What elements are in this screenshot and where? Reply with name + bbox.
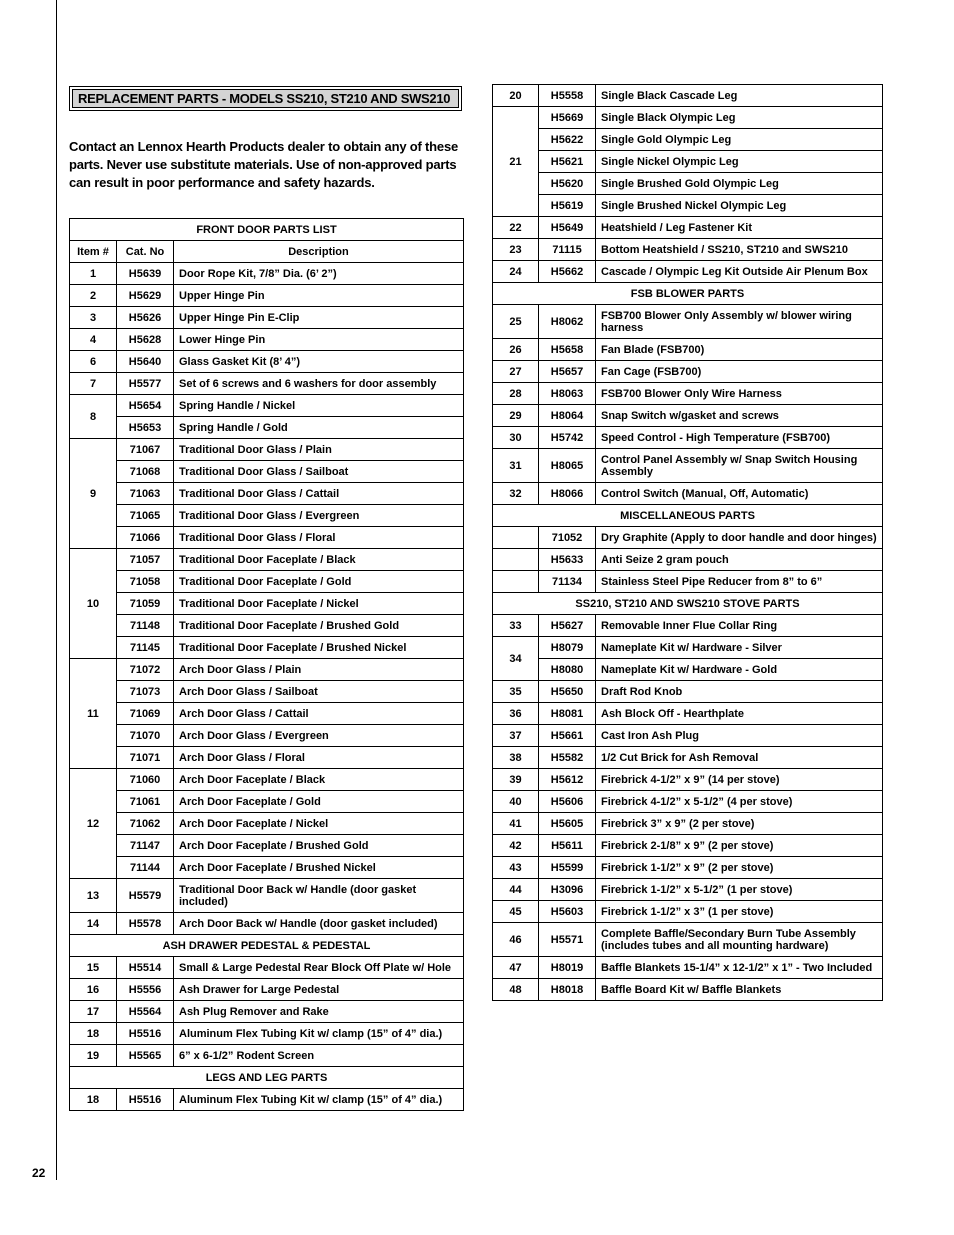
catalog-number: 71071	[117, 747, 174, 769]
table-row	[493, 239, 883, 261]
catalog-number: H8018	[539, 979, 596, 1001]
item-number: 48	[493, 979, 539, 1001]
table-row	[70, 659, 464, 681]
catalog-number: H5654	[117, 395, 174, 417]
table-row	[493, 747, 883, 769]
part-description: Traditional Door Faceplate / Black	[174, 549, 464, 571]
part-description: Cast Iron Ash Plug	[596, 725, 883, 747]
catalog-number: H8019	[539, 957, 596, 979]
part-description: Traditional Door Glass / Cattail	[174, 483, 464, 505]
table-row	[70, 483, 464, 505]
table-row	[70, 703, 464, 725]
item-number: 32	[493, 483, 539, 505]
catalog-number: 71115	[539, 239, 596, 261]
part-description: Spring Handle / Nickel	[174, 395, 464, 417]
part-description: Single Brushed Gold Olympic Leg	[596, 173, 883, 195]
part-description: Lower Hinge Pin	[174, 329, 464, 351]
table-row	[493, 615, 883, 637]
item-number: 29	[493, 405, 539, 427]
column-header-description: Description	[174, 241, 464, 263]
part-description: Heatshield / Leg Fastener Kit	[596, 217, 883, 239]
part-description: Single Nickel Olympic Leg	[596, 151, 883, 173]
table-row	[493, 923, 883, 957]
item-number: 47	[493, 957, 539, 979]
item-number: 22	[493, 217, 539, 239]
catalog-number: 71052	[539, 527, 596, 549]
table-row	[70, 417, 464, 439]
part-description: Traditional Door Faceplate / Brushed Nickel	[174, 637, 464, 659]
item-number: 36	[493, 703, 539, 725]
table-section-header	[70, 935, 464, 957]
table-section-header	[493, 505, 883, 527]
part-description: Arch Door Glass / Sailboat	[174, 681, 464, 703]
item-number: 44	[493, 879, 539, 901]
catalog-number: H5657	[539, 361, 596, 383]
catalog-number: 71066	[117, 527, 174, 549]
catalog-number: H8079	[539, 637, 596, 659]
part-description: Ash Plug Remover and Rake	[174, 1001, 464, 1023]
table-row	[70, 329, 464, 351]
item-number: 20	[493, 85, 539, 107]
table-row	[70, 307, 464, 329]
table-row	[493, 571, 883, 593]
table-row	[70, 615, 464, 637]
catalog-number: 71068	[117, 461, 174, 483]
item-number: 12	[70, 769, 117, 879]
catalog-number: H5565	[117, 1045, 174, 1067]
part-description: Ash Drawer for Large Pedestal	[174, 979, 464, 1001]
table-row	[493, 261, 883, 283]
table-row	[493, 217, 883, 239]
table-row	[70, 769, 464, 791]
part-description: Firebrick 4-1/2” x 5-1/2” (4 per stove)	[596, 791, 883, 813]
column-header-cat-no: Cat. No	[117, 241, 174, 263]
item-number: 3	[70, 307, 117, 329]
table-row	[70, 747, 464, 769]
item-number: 30	[493, 427, 539, 449]
catalog-number: H5658	[539, 339, 596, 361]
catalog-number: H5626	[117, 307, 174, 329]
table-row	[70, 351, 464, 373]
table-row	[70, 285, 464, 307]
item-number: 18	[70, 1089, 117, 1111]
intro-paragraph: Contact an Lennox Hearth Products dealer to obtain any of these parts. Never use substitute materials. Use of non-approved parts can result in poor performance and safety hazards.	[69, 139, 459, 190]
item-number: 33	[493, 615, 539, 637]
item-number: 15	[70, 957, 117, 979]
part-description: Firebrick 4-1/2” x 9” (14 per stove)	[596, 769, 883, 791]
item-number: 19	[70, 1045, 117, 1067]
table-row	[70, 461, 464, 483]
section-header-label: FRONT DOOR PARTS LIST	[70, 219, 464, 241]
part-description: Bottom Heatshield / SS210, ST210 and SWS210	[596, 239, 883, 261]
table-row	[493, 305, 883, 339]
table-row	[493, 405, 883, 427]
table-row	[70, 527, 464, 549]
catalog-number: 71060	[117, 769, 174, 791]
table-row	[493, 151, 883, 173]
section-title-box	[69, 86, 462, 111]
table-row	[70, 395, 464, 417]
part-description: Traditional Door Glass / Floral	[174, 527, 464, 549]
catalog-number: H5577	[117, 373, 174, 395]
part-description: Single Black Olympic Leg	[596, 107, 883, 129]
table-row	[493, 791, 883, 813]
part-description: Arch Door Faceplate / Gold	[174, 791, 464, 813]
catalog-number: H5620	[539, 173, 596, 195]
table-row	[493, 901, 883, 923]
part-description: Firebrick 3” x 9” (2 per stove)	[596, 813, 883, 835]
catalog-number: H5662	[539, 261, 596, 283]
part-description: Firebrick 1-1/2” x 9” (2 per stove)	[596, 857, 883, 879]
part-description: Firebrick 2-1/8” x 9” (2 per stove)	[596, 835, 883, 857]
column-header-row	[70, 241, 464, 263]
part-description: Arch Door Glass / Evergreen	[174, 725, 464, 747]
table-row	[493, 339, 883, 361]
table-row	[70, 791, 464, 813]
part-description: Arch Door Faceplate / Nickel	[174, 813, 464, 835]
catalog-number: H5516	[117, 1023, 174, 1045]
part-description: Arch Door Faceplate / Black	[174, 769, 464, 791]
catalog-number: 71062	[117, 813, 174, 835]
catalog-number: H5661	[539, 725, 596, 747]
part-description: Single Gold Olympic Leg	[596, 129, 883, 151]
table-row	[70, 263, 464, 285]
catalog-number: 71069	[117, 703, 174, 725]
table-row	[70, 637, 464, 659]
item-number	[493, 549, 539, 571]
part-description: Removable Inner Flue Collar Ring	[596, 615, 883, 637]
catalog-number: 71144	[117, 857, 174, 879]
table-section-header	[70, 219, 464, 241]
item-number	[493, 527, 539, 549]
column-header-item: Item #	[70, 241, 117, 263]
item-number: 39	[493, 769, 539, 791]
part-description: Arch Door Faceplate / Brushed Gold	[174, 835, 464, 857]
catalog-number: H5621	[539, 151, 596, 173]
item-number: 42	[493, 835, 539, 857]
catalog-number: H5628	[117, 329, 174, 351]
table-row	[70, 813, 464, 835]
catalog-number: H5514	[117, 957, 174, 979]
table-row	[70, 979, 464, 1001]
catalog-number: 71070	[117, 725, 174, 747]
part-description: Control Panel Assembly w/ Snap Switch Housing Assembly	[596, 449, 883, 483]
catalog-number: H5582	[539, 747, 596, 769]
part-description: Spring Handle / Gold	[174, 417, 464, 439]
part-description: FSB700 Blower Only Wire Harness	[596, 383, 883, 405]
catalog-number: H8080	[539, 659, 596, 681]
section-header-label: ASH DRAWER PEDESTAL & PEDESTAL	[70, 935, 464, 957]
item-number: 8	[70, 395, 117, 439]
catalog-number: H5578	[117, 913, 174, 935]
catalog-number: H5629	[117, 285, 174, 307]
part-description: Arch Door Glass / Plain	[174, 659, 464, 681]
catalog-number: H5653	[117, 417, 174, 439]
item-number: 7	[70, 373, 117, 395]
part-description: Cascade / Olympic Leg Kit Outside Air Plenum Box	[596, 261, 883, 283]
part-description: FSB700 Blower Only Assembly w/ blower wiring harness	[596, 305, 883, 339]
part-description: Nameplate Kit w/ Hardware - Silver	[596, 637, 883, 659]
part-description: Upper Hinge Pin E-Clip	[174, 307, 464, 329]
catalog-number: H5669	[539, 107, 596, 129]
catalog-number: H5633	[539, 549, 596, 571]
item-number: 46	[493, 923, 539, 957]
table-section-header	[70, 1067, 464, 1089]
item-number: 23	[493, 239, 539, 261]
section-header-label: FSB BLOWER PARTS	[493, 283, 883, 305]
item-number: 31	[493, 449, 539, 483]
catalog-number: 71148	[117, 615, 174, 637]
section-header-label: LEGS AND LEG PARTS	[70, 1067, 464, 1089]
table-row	[493, 703, 883, 725]
catalog-number: H5571	[539, 923, 596, 957]
catalog-number: H5603	[539, 901, 596, 923]
catalog-number: 71067	[117, 439, 174, 461]
parts-table-left	[69, 218, 464, 1111]
catalog-number: 71063	[117, 483, 174, 505]
part-description: Door Rope Kit, 7/8” Dia. (6’ 2”)	[174, 263, 464, 285]
catalog-number: H5612	[539, 769, 596, 791]
part-description: Aluminum Flex Tubing Kit w/ clamp (15” of 4” dia.)	[174, 1089, 464, 1111]
item-number: 14	[70, 913, 117, 935]
item-number	[493, 571, 539, 593]
catalog-number: H5579	[117, 879, 174, 913]
catalog-number: H5558	[539, 85, 596, 107]
catalog-number: H5649	[539, 217, 596, 239]
catalog-number: 71059	[117, 593, 174, 615]
table-row	[493, 527, 883, 549]
catalog-number: H8064	[539, 405, 596, 427]
table-row	[493, 107, 883, 129]
table-row	[70, 857, 464, 879]
table-section-header	[493, 593, 883, 615]
part-description: Traditional Door Faceplate / Brushed Gold	[174, 615, 464, 637]
part-description: Small & Large Pedestal Rear Block Off Plate w/ Hole	[174, 957, 464, 979]
item-number: 11	[70, 659, 117, 769]
part-description: Firebrick 1-1/2” x 3” (1 per stove)	[596, 901, 883, 923]
catalog-number: H8063	[539, 383, 596, 405]
part-description: Upper Hinge Pin	[174, 285, 464, 307]
table-row	[493, 957, 883, 979]
item-number: 27	[493, 361, 539, 383]
table-section-header	[493, 283, 883, 305]
catalog-number: 71073	[117, 681, 174, 703]
table-row	[70, 439, 464, 461]
table-row	[493, 879, 883, 901]
table-row	[493, 449, 883, 483]
part-description: Single Black Cascade Leg	[596, 85, 883, 107]
table-row	[493, 769, 883, 791]
part-description: Traditional Door Glass / Evergreen	[174, 505, 464, 527]
catalog-number: H8065	[539, 449, 596, 483]
part-description: Arch Door Glass / Cattail	[174, 703, 464, 725]
part-description: Speed Control - High Temperature (FSB700)	[596, 427, 883, 449]
part-description: Fan Blade (FSB700)	[596, 339, 883, 361]
part-description: Stainless Steel Pipe Reducer from 8” to 6”	[596, 571, 883, 593]
catalog-number: H5650	[539, 681, 596, 703]
table-row	[70, 725, 464, 747]
table-row	[70, 835, 464, 857]
part-description: Dry Graphite (Apply to door handle and door hinges)	[596, 527, 883, 549]
table-row	[70, 913, 464, 935]
catalog-number: H8081	[539, 703, 596, 725]
table-row	[493, 427, 883, 449]
table-row	[493, 725, 883, 747]
part-description: Arch Door Glass / Floral	[174, 747, 464, 769]
part-description: Arch Door Back w/ Handle (door gasket included)	[174, 913, 464, 935]
catalog-number: H5622	[539, 129, 596, 151]
catalog-number: H5599	[539, 857, 596, 879]
table-row	[493, 195, 883, 217]
part-description: Draft Rod Knob	[596, 681, 883, 703]
item-number: 34	[493, 637, 539, 681]
catalog-number: 71061	[117, 791, 174, 813]
table-row	[70, 681, 464, 703]
table-row	[493, 85, 883, 107]
catalog-number: H5742	[539, 427, 596, 449]
catalog-number: H5627	[539, 615, 596, 637]
part-description: Single Brushed Nickel Olympic Leg	[596, 195, 883, 217]
table-row	[70, 593, 464, 615]
part-description: Traditional Door Faceplate / Gold	[174, 571, 464, 593]
table-row	[493, 383, 883, 405]
catalog-number: 71134	[539, 571, 596, 593]
table-row	[493, 483, 883, 505]
part-description: Set of 6 screws and 6 washers for door assembly	[174, 373, 464, 395]
item-number: 25	[493, 305, 539, 339]
item-number: 45	[493, 901, 539, 923]
item-number: 37	[493, 725, 539, 747]
part-description: Aluminum Flex Tubing Kit w/ clamp (15” of 4” dia.)	[174, 1023, 464, 1045]
part-description: Traditional Door Glass / Sailboat	[174, 461, 464, 483]
part-description: Firebrick 1-1/2” x 5-1/2” (1 per stove)	[596, 879, 883, 901]
catalog-number: 71147	[117, 835, 174, 857]
table-row	[70, 1089, 464, 1111]
table-row	[493, 173, 883, 195]
table-row	[493, 549, 883, 571]
part-description: Ash Block Off - Hearthplate	[596, 703, 883, 725]
catalog-number: 71065	[117, 505, 174, 527]
table-row	[70, 957, 464, 979]
item-number: 24	[493, 261, 539, 283]
part-description: Complete Baffle/Secondary Burn Tube Assembly (includes tubes and all mounting hardware)	[596, 923, 883, 957]
table-row	[493, 659, 883, 681]
item-number: 40	[493, 791, 539, 813]
item-number: 41	[493, 813, 539, 835]
parts-table-right	[492, 84, 883, 1001]
item-number: 18	[70, 1023, 117, 1045]
item-number: 28	[493, 383, 539, 405]
table-row	[70, 1023, 464, 1045]
page-margin-rule	[56, 0, 57, 1180]
catalog-number: H5640	[117, 351, 174, 373]
part-description: Arch Door Faceplate / Brushed Nickel	[174, 857, 464, 879]
part-description: Glass Gasket Kit (8’ 4”)	[174, 351, 464, 373]
catalog-number: H5611	[539, 835, 596, 857]
table-row	[493, 637, 883, 659]
table-row	[493, 813, 883, 835]
table-row	[70, 373, 464, 395]
catalog-number: H5564	[117, 1001, 174, 1023]
item-number: 26	[493, 339, 539, 361]
part-description: 6” x 6-1/2” Rodent Screen	[174, 1045, 464, 1067]
item-number: 2	[70, 285, 117, 307]
section-title: REPLACEMENT PARTS - MODELS SS210, ST210 AND SWS210	[72, 89, 459, 108]
part-description: Nameplate Kit w/ Hardware - Gold	[596, 659, 883, 681]
table-row	[70, 571, 464, 593]
part-description: 1/2 Cut Brick for Ash Removal	[596, 747, 883, 769]
catalog-number: 71072	[117, 659, 174, 681]
part-description: Traditional Door Faceplate / Nickel	[174, 593, 464, 615]
item-number: 13	[70, 879, 117, 913]
part-description: Anti Seize 2 gram pouch	[596, 549, 883, 571]
catalog-number: H5605	[539, 813, 596, 835]
catalog-number: H5516	[117, 1089, 174, 1111]
table-row	[70, 1001, 464, 1023]
item-number: 16	[70, 979, 117, 1001]
catalog-number: H5639	[117, 263, 174, 285]
table-row	[70, 549, 464, 571]
table-row	[70, 879, 464, 913]
catalog-number: 71058	[117, 571, 174, 593]
table-row	[493, 129, 883, 151]
item-number: 1	[70, 263, 117, 285]
item-number: 43	[493, 857, 539, 879]
catalog-number: H3096	[539, 879, 596, 901]
part-description: Baffle Board Kit w/ Baffle Blankets	[596, 979, 883, 1001]
table-row	[493, 361, 883, 383]
item-number: 10	[70, 549, 117, 659]
page-number: 22	[32, 1166, 46, 1180]
item-number: 9	[70, 439, 117, 549]
table-row	[70, 1045, 464, 1067]
catalog-number: H5619	[539, 195, 596, 217]
catalog-number: H8062	[539, 305, 596, 339]
part-description: Fan Cage (FSB700)	[596, 361, 883, 383]
table-row	[493, 857, 883, 879]
item-number: 21	[493, 107, 539, 217]
item-number: 17	[70, 1001, 117, 1023]
table-row	[493, 835, 883, 857]
part-description: Baffle Blankets 15-1/4” x 12-1/2” x 1” - Two Included	[596, 957, 883, 979]
catalog-number: H5606	[539, 791, 596, 813]
part-description: Control Switch (Manual, Off, Automatic)	[596, 483, 883, 505]
item-number: 6	[70, 351, 117, 373]
item-number: 4	[70, 329, 117, 351]
item-number: 35	[493, 681, 539, 703]
part-description: Snap Switch w/gasket and screws	[596, 405, 883, 427]
catalog-number: H5556	[117, 979, 174, 1001]
table-row	[493, 979, 883, 1001]
catalog-number: H8066	[539, 483, 596, 505]
table-row	[493, 681, 883, 703]
section-header-label: SS210, ST210 AND SWS210 STOVE PARTS	[493, 593, 883, 615]
part-description: Traditional Door Back w/ Handle (door gasket included)	[174, 879, 464, 913]
item-number: 38	[493, 747, 539, 769]
catalog-number: 71145	[117, 637, 174, 659]
table-row	[70, 505, 464, 527]
section-header-label: MISCELLANEOUS PARTS	[493, 505, 883, 527]
part-description: Traditional Door Glass / Plain	[174, 439, 464, 461]
catalog-number: 71057	[117, 549, 174, 571]
